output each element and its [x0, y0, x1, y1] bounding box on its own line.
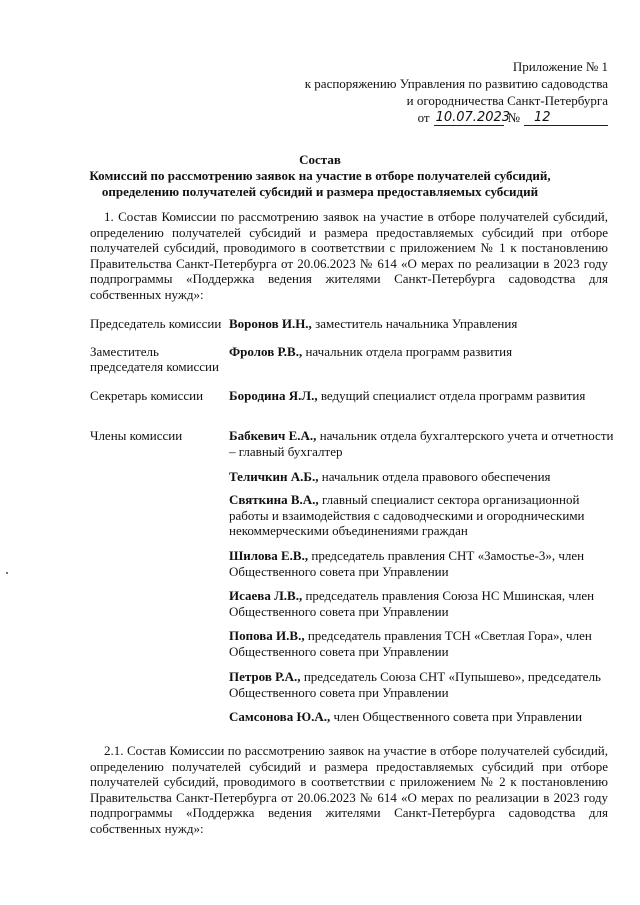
member-name: Исаева Л.В., [229, 588, 303, 603]
member-entry [229, 492, 620, 548]
member-description: главный специалист сектора организационной работы и взаимодействия с садоводческими и огородническими некоммерческими объединениями граждан [229, 492, 585, 538]
title-line-3: определению получателей субсидий и размера предоставляемых субсидий [101, 184, 539, 199]
role-label: Члены комиссии [90, 428, 183, 443]
appendix-line-1: Приложение № 1 [512, 59, 608, 74]
paragraph-2: 2.1. Состав Комиссии по рассмотрению заявок на участие в отборе получателей субсидий, определению получателей субсидий и размера предоставляемых субсидий при отборе получателей субсидий, проводимого в соответствии с приложением № 2 к постановлению Правительства Санкт-Петербурга от 20.06.2023 № 614 «О мерах по реализации в 2023 году подпрограммы «Поддержка ведения жителями Санкт-Петербурга садоводства для собственных нужд»: [90, 743, 608, 836]
member-name: Самсонова Ю.А., [229, 709, 331, 724]
member-entry [229, 588, 620, 628]
member-name: Теличкин А.Б., [229, 469, 319, 484]
appendix-signature-line [305, 109, 608, 126]
member-description: председатель Союза СНТ «Пупышево», председатель Общественного совета при Управлении [229, 669, 601, 700]
member-description: начальник отдела программ развития [302, 344, 513, 359]
member-description: председатель правления ТСН «Светлая Гора», член Общественного совета при Управлении [229, 628, 592, 659]
member-description: заместитель начальника Управления [311, 316, 518, 331]
member-entry [229, 316, 620, 332]
appendix-header [305, 58, 608, 126]
member-entry [229, 469, 620, 492]
roster-row-deputy [90, 344, 620, 388]
handwritten-date: 10.07.2023 [435, 110, 511, 125]
from-label: от [417, 110, 430, 125]
member-entry [229, 548, 620, 588]
member-name: Фролов Р.В., [229, 344, 303, 359]
appendix-line-2: к распоряжению Управления по развитию садоводства [304, 76, 608, 91]
roster-row-secretary [90, 388, 620, 428]
member-description: начальник отдела правового обеспечения [318, 469, 551, 484]
member-description: председатель правления Союза НС Мшинская, член Общественного совета при Управлении [229, 588, 595, 619]
document-title [40, 152, 600, 200]
commission-roster [90, 316, 620, 725]
member-name: Бородина Я.Л., [229, 388, 318, 403]
title-line-1: Состав [299, 152, 341, 167]
member-name: Воронов И.Н., [229, 316, 312, 331]
role-label: Председатель комиссии [90, 316, 222, 331]
paragraph-1: 1. Состав Комиссии по рассмотрению заявок на участие в отборе получателей субсидий, определению получателей субсидий и размера предоставляемых субсидий при отборе получателей субсидий, проводимого в соответствии с приложением № 1 к постановлению Правительства Санкт-Петербурга от 20.06.2023 № 614 «О мерах по реализации в 2023 году подпрограммы «Поддержка ведения жителями Санкт-Петербурга садоводства для собственных нужд»: [90, 209, 608, 302]
role-label: Секретарь комиссии [90, 388, 204, 403]
member-entry [229, 428, 620, 469]
roster-row-chair [90, 316, 620, 344]
member-name: Бабкевич Е.А., [229, 428, 317, 443]
roster-row-members [90, 428, 620, 725]
member-entry [229, 628, 620, 669]
member-name: Святкина В.А., [229, 492, 319, 507]
handwritten-number: 12 [524, 110, 608, 126]
member-entry [229, 709, 620, 725]
number-label: № [507, 110, 520, 125]
member-name: Попова И.В., [229, 628, 305, 643]
member-entry [229, 344, 620, 360]
title-line-2: Комиссий по рассмотрению заявок на участие в отборе получателей субсидий, [89, 168, 551, 183]
member-description: ведущий специалист отдела программ развития [317, 388, 586, 403]
appendix-line-3: и огородничества Санкт-Петербурга [406, 93, 608, 108]
member-entry [229, 669, 620, 709]
scan-speck [6, 572, 8, 574]
member-entry [229, 388, 620, 404]
role-label: Заместитель председателя комиссии [90, 344, 219, 374]
member-name: Шилова Е.В., [229, 548, 309, 563]
member-description: член Общественного совета при Управлении [330, 709, 583, 724]
member-description: председатель правления СНТ «Замостье-3», член Общественного совета при Управлении [229, 548, 585, 579]
member-description: начальник отдела бухгалтерского учета и отчетности – главный бухгалтер [229, 428, 614, 459]
member-name: Петров Р.А., [229, 669, 301, 684]
